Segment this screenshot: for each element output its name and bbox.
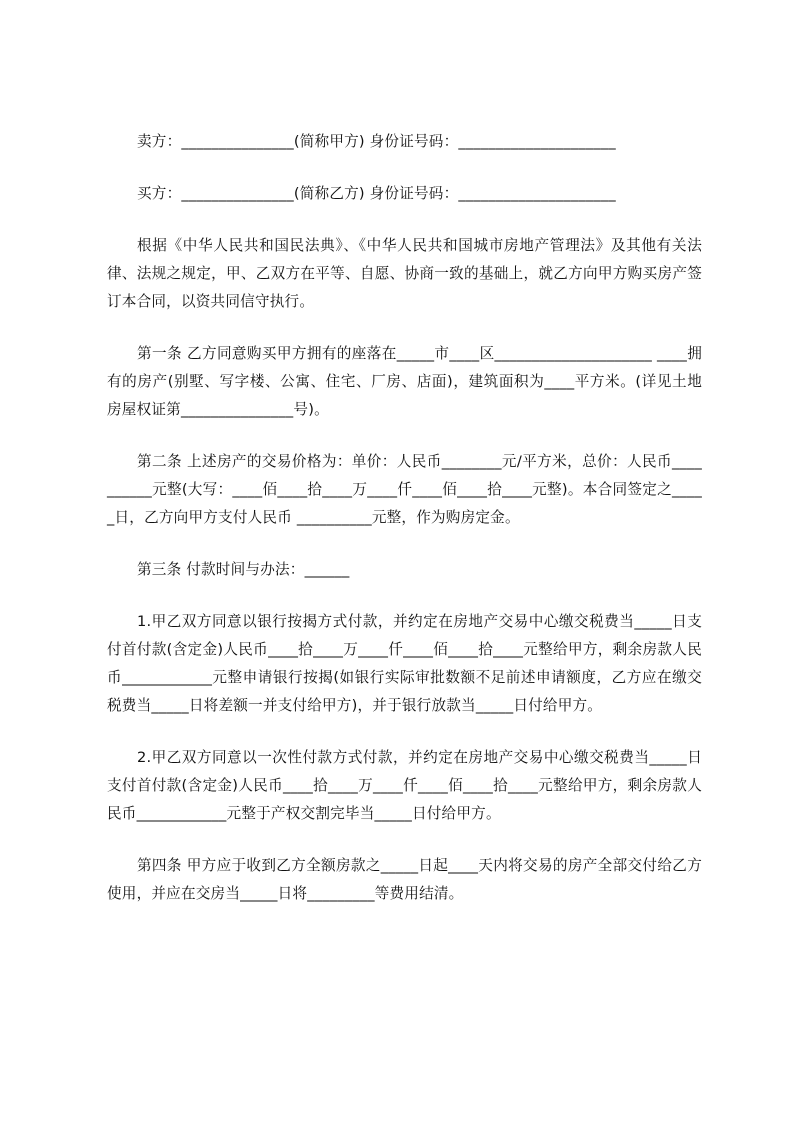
article-2: 第二条 上述房产的交易价格为：单价：人民币________元/平方米，总价：人民币__________元整(大写：____佰____拾____万____仟____佰____拾____元整)。本合同签定之_____日，乙方向甲方支付人民币 __________元整，作为购房定金。 (107, 453, 702, 526)
preamble-paragraph: 根据《中华人民共和国民法典》、《中华人民共和国城市房地产管理法》及其他有关法律、法规之规定，甲、乙双方在平等、自愿、协商一致的基础上，就乙方向甲方购买房产签订本合同，以资共同信守执行。 (107, 237, 702, 310)
article-3: 第三条 付款时间与办法：______ (137, 561, 350, 578)
contract-body (107, 128, 702, 908)
article-1: 第一条 乙方同意购买甲方拥有的座落在_____市____区_____________________ ____拥有的房产(别墅、写字楼、公寓、住宅、厂房、店面)，建筑面积为____平方米。(详见土地房屋权证第_______________号)。 (107, 345, 702, 418)
article-3-item-1: 1.甲乙双方同意以银行按揭方式付款，并约定在房地产交易中心缴交税费当_____日支付首付款(含定金)人民币____拾____万____仟____佰____拾____元整给甲方，剩余房款人民币____________元整申请银行按揭(如银行实际审批数额不足前述申请额度，乙方应在缴交税费当_____日将差额一并支付给甲方)，并于银行放款当_____日付给甲方。 (107, 613, 702, 714)
article-4: 第四条 甲方应于收到乙方全额房款之_____日起____天内将交易的房产全部交付给乙方使用，并应在交房当_____日将_________等费用结清。 (107, 857, 702, 902)
buyer-line: 买方：_______________(简称乙方) 身份证号码：_____________________ (137, 185, 616, 202)
seller-line: 卖方：_______________(简称甲方) 身份证号码：_____________________ (137, 133, 616, 150)
article-3-item-2: 2.甲乙双方同意以一次性付款方式付款，并约定在房地产交易中心缴交税费当_____日支付首付款(含定金)人民币____拾____万____仟____佰____拾____元整给甲方，剩余房款人民币____________元整于产权交割完毕当_____日付给甲方。 (107, 749, 702, 822)
